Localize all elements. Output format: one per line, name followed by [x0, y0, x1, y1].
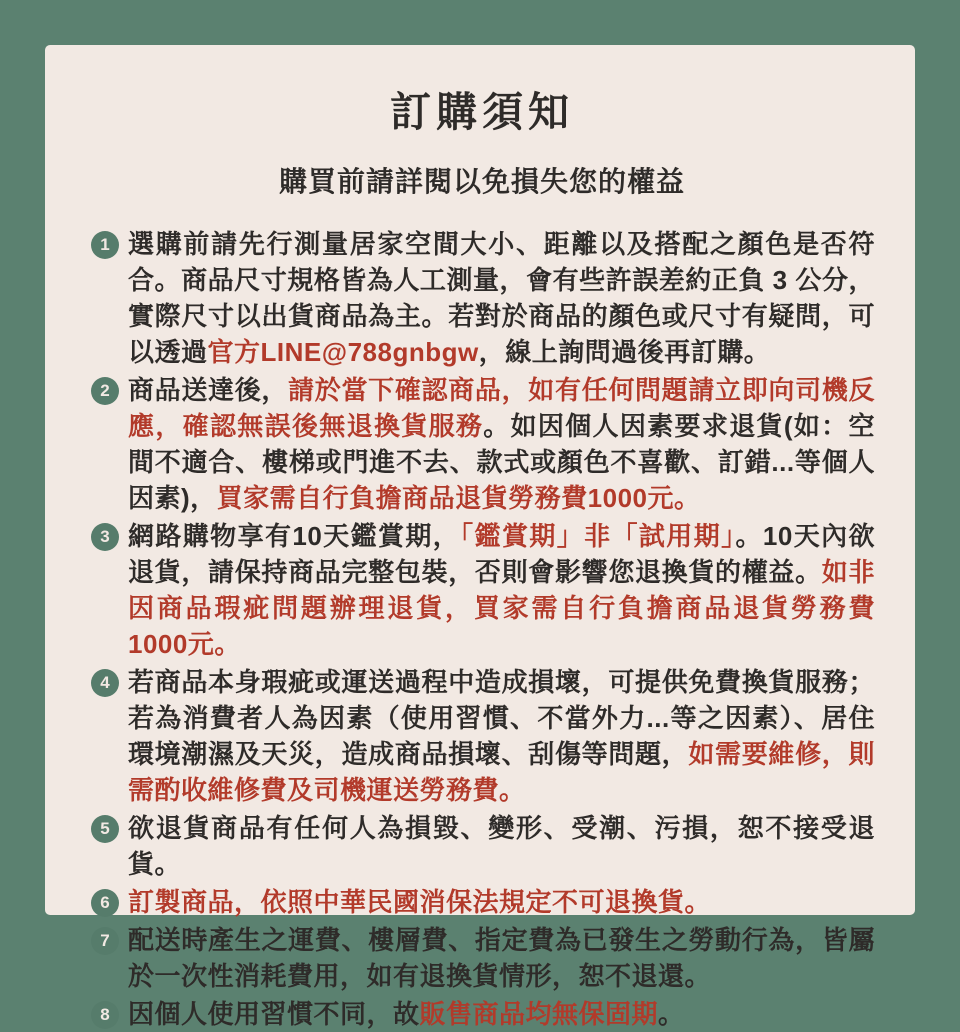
notice-list — [89, 226, 875, 1032]
item-text — [128, 372, 875, 516]
item-text — [128, 664, 875, 808]
page-subtitle: 購買前請詳閱以免損失您的權益 — [278, 166, 685, 197]
item-text-segment: 因個人使用習慣不同，故 — [128, 999, 420, 1029]
item-number-badge: 7 — [91, 927, 119, 955]
item-text-segment: 如需要維修，則需酌收維修費及司機運送勞務費。 — [128, 739, 875, 805]
page-title: 訂購須知 — [390, 89, 574, 135]
item-text-segment: 商品送達後， — [128, 375, 289, 405]
item-text-segment: 。 — [658, 999, 685, 1029]
item-text-segment: 訂製商品，依照中華民國消保法規定不可退換貨。 — [128, 887, 712, 917]
item-text-segment: 網路購物享有10天鑑賞期， — [128, 521, 461, 551]
item-number-badge: 3 — [91, 523, 119, 551]
item-text-segment: 「鑑賞期」非「試用期」 — [460, 521, 736, 551]
notice-item — [89, 884, 875, 920]
item-text-segment: 如非因商品瑕疵問題辦理退貨，買家需自行負擔商品退貨勞務費1000元。 — [128, 557, 875, 659]
item-number-badge: 6 — [91, 889, 119, 917]
item-text-segment: 請於當下確認商品，如有任何問題請立即向司機反應，確認無誤後無退換貨服務 — [128, 375, 875, 441]
notice-item — [89, 922, 875, 994]
item-text — [128, 810, 875, 882]
item-text — [128, 884, 875, 920]
notice-item — [89, 664, 875, 808]
item-number-badge: 8 — [91, 1001, 119, 1029]
notice-item — [89, 226, 875, 370]
notice-item — [89, 518, 875, 662]
item-text — [128, 226, 875, 370]
item-text-segment: 。如因個人因素要求退貨(如：空間不適合、樓梯或門進不去、款式或顏色不喜歡、訂錯...等個人因素)， — [128, 411, 875, 513]
item-text-segment: 配送時產生之運費、樓層費、指定費為已發生之勞動行為，皆屬於一次性消耗費用，如有退換貨情形，恕不退還。 — [128, 925, 875, 991]
item-number-badge: 4 — [91, 669, 119, 697]
item-text — [128, 996, 875, 1032]
item-text — [128, 518, 875, 662]
item-text-segment: 官方LINE@788gnbgw — [207, 337, 479, 367]
item-text-segment: 販售商品均無保固期 — [419, 999, 659, 1029]
item-text — [128, 922, 875, 994]
item-text-segment: 。10天內欲退貨，請保持商品完整包裝，否則會影響您退換貨的權益。 — [128, 521, 875, 587]
item-number-badge: 5 — [91, 815, 119, 843]
notice-item — [89, 810, 875, 882]
item-text-segment: 欲退貨商品有任何人為損毀、變形、受潮、污損，恕不接受退貨。 — [128, 813, 875, 879]
notice-panel — [45, 45, 915, 1029]
notice-item — [89, 996, 875, 1032]
item-text-segment: 選購前請先行測量居家空間大小、距離以及搭配之顏色是否符合。商品尺寸規格皆為人工測量，會有些許誤差約正負 3 公分，實際尺寸以出貨商品為主。若對於商品的顏色或尺寸有疑問，可以透過 — [128, 229, 875, 367]
item-text-segment: 買家需自行負擔商品退貨勞務費1000元。 — [216, 483, 701, 513]
item-number-badge: 2 — [91, 377, 119, 405]
item-number-badge: 1 — [91, 231, 119, 259]
item-text-segment: 若商品本身瑕疵或運送過程中造成損壞，可提供免費換貨服務；若為消費者人為因素（使用習慣、不當外力...等之因素）、居住環境潮濕及天災，造成商品損壞、刮傷等問題， — [128, 667, 875, 769]
notice-item — [89, 372, 875, 516]
item-text-segment: ，線上詢問過後再訂購。 — [478, 337, 771, 367]
